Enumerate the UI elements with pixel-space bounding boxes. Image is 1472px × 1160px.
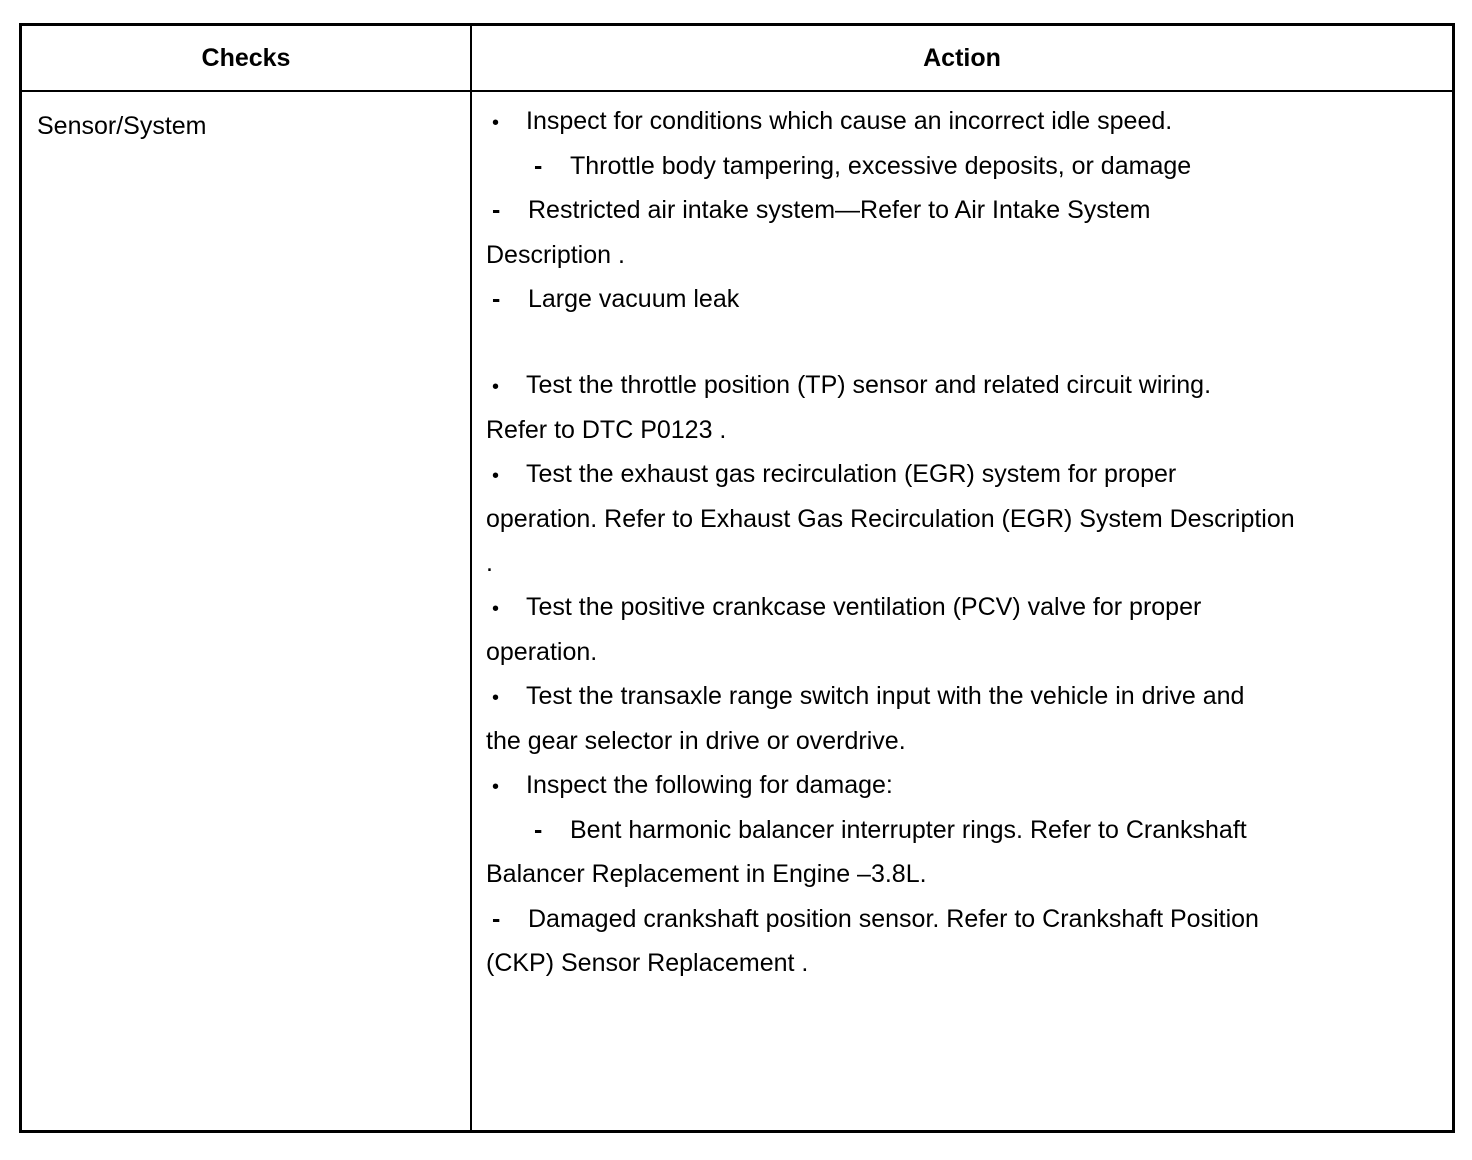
- action-line: [486, 948, 808, 978]
- action-line-text: Description .: [486, 240, 625, 269]
- action-line-text: operation.: [486, 637, 598, 666]
- action-line-text: Test the exhaust gas recirculation (EGR) system for proper: [526, 460, 1177, 488]
- action-line: [486, 548, 493, 578]
- action-line-text: .: [486, 549, 493, 577]
- action-line-text: Damaged crankshaft position sensor. Refer to Crankshaft Position: [528, 904, 1259, 933]
- header-divider: [22, 90, 1452, 92]
- bullet-marker: •: [492, 687, 500, 709]
- bullet-marker: •: [492, 112, 500, 134]
- action-line: [486, 504, 1295, 534]
- bullet-marker: •: [492, 465, 500, 487]
- bullet-marker: •: [492, 598, 500, 620]
- action-line: [486, 637, 597, 667]
- action-line-text: Bent harmonic balancer interrupter rings. Refer to Crankshaft: [570, 815, 1247, 844]
- action-line: [486, 240, 625, 270]
- header-action: Action: [923, 43, 1001, 72]
- column-divider: [470, 26, 472, 1130]
- action-line: [486, 106, 1172, 136]
- bullet-marker: •: [492, 376, 500, 398]
- action-line-text: Throttle body tampering, excessive deposits, or damage: [570, 151, 1192, 180]
- action-line: [486, 195, 1150, 225]
- action-line: [486, 592, 1201, 622]
- action-line-text: Refer to DTC P0123 .: [486, 415, 727, 444]
- action-line: [486, 681, 1244, 711]
- action-line: [486, 904, 1259, 934]
- dash-marker: -: [534, 815, 543, 844]
- action-line: [486, 284, 739, 314]
- action-line-text: the gear selector in drive or overdrive.: [486, 726, 906, 755]
- action-line: [486, 459, 1176, 489]
- action-line: [486, 415, 726, 445]
- dash-marker: -: [492, 904, 501, 933]
- header-checks: Checks: [201, 43, 291, 72]
- action-line: [486, 815, 1247, 845]
- action-line: [486, 151, 1191, 181]
- action-line-text: Balancer Replacement in Engine –3.8L.: [486, 860, 927, 888]
- action-line-text: operation. Refer to Exhaust Gas Recirculation (EGR) System Description: [486, 504, 1295, 533]
- action-line-text: Test the throttle position (TP) sensor and related circuit wiring.: [526, 371, 1212, 399]
- action-line: [486, 859, 927, 889]
- dash-marker: -: [492, 196, 501, 224]
- action-line: [486, 370, 1211, 400]
- dash-marker: -: [534, 151, 543, 180]
- action-line-text: Restricted air intake system—Refer to Air Intake System: [528, 196, 1151, 224]
- dash-marker: -: [492, 285, 501, 313]
- action-line-text: Test the transaxle range switch input with the vehicle in drive and: [526, 682, 1245, 710]
- action-line-text: Inspect for conditions which cause an incorrect idle speed.: [526, 107, 1173, 135]
- bullet-marker: •: [492, 776, 500, 798]
- action-line-text: (CKP) Sensor Replacement .: [486, 949, 809, 977]
- action-line-text: Test the positive crankcase ventilation (PCV) valve for proper: [526, 593, 1202, 621]
- diagnostic-table: [19, 23, 1455, 1133]
- action-line: [486, 726, 906, 756]
- action-line: [486, 770, 893, 800]
- action-line-text: Inspect the following for damage:: [526, 771, 893, 799]
- checks-cell: Sensor/System: [37, 112, 207, 140]
- action-line-text: Large vacuum leak: [528, 285, 740, 313]
